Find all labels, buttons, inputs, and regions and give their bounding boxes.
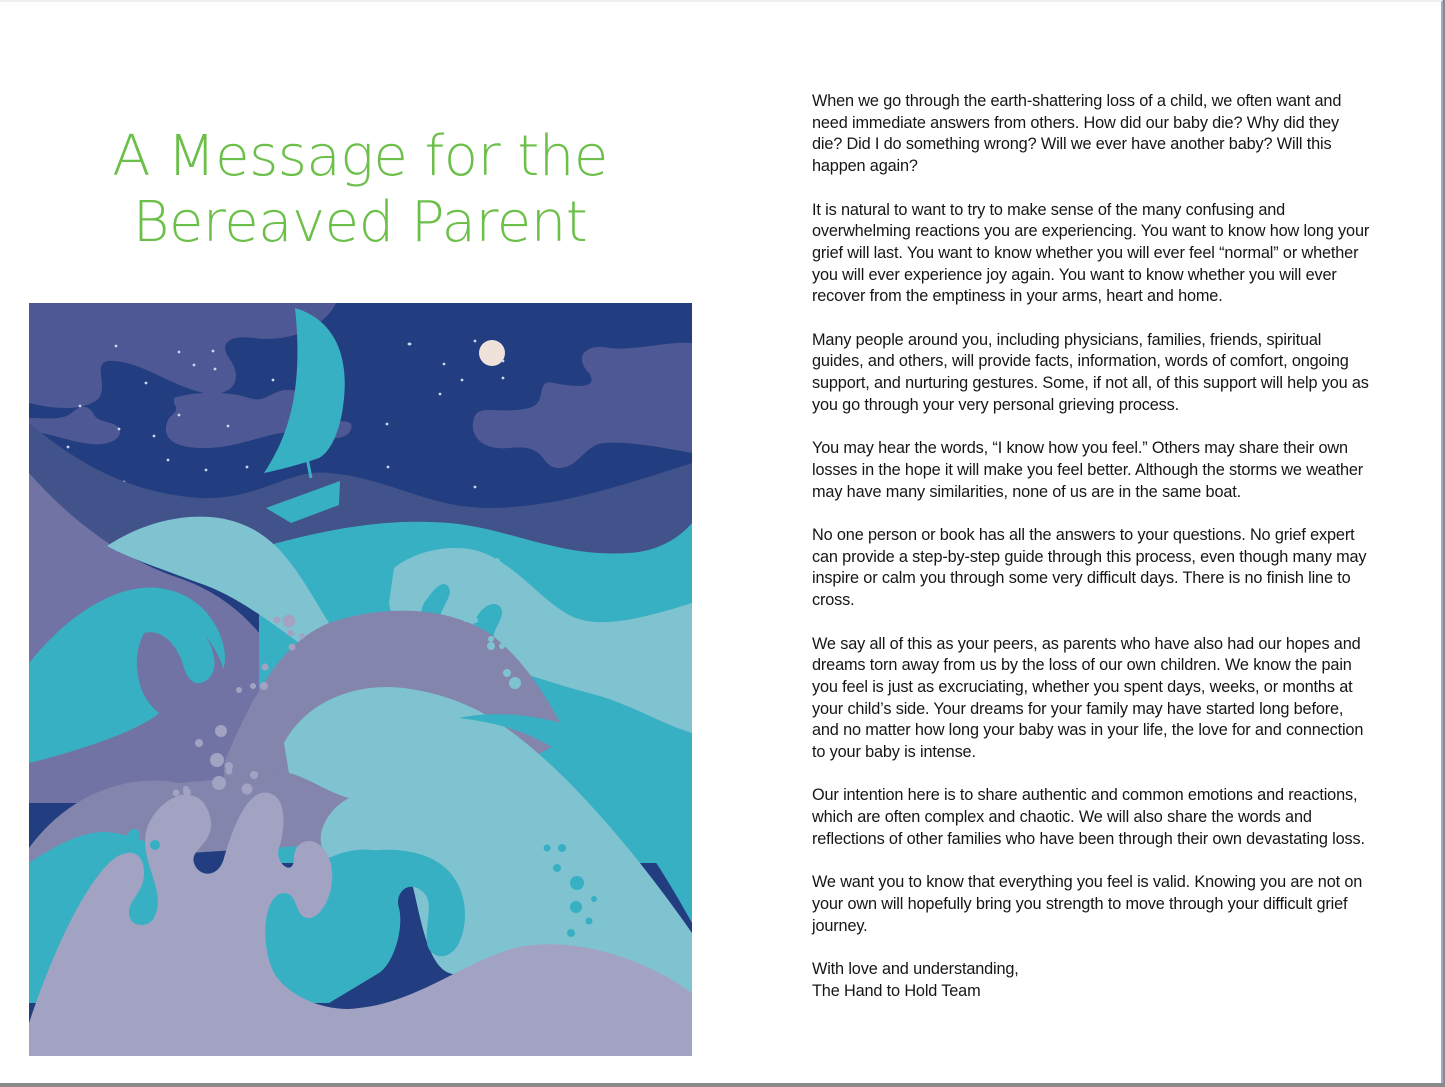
paragraph-2: It is natural to want to try to make sense of the many confusing and overwhelming reactions you are experiencing. You want to know how long your grief will last. You want to know whether you will ever feel “normal” or whether you will ever experience joy again. You want to know whether you will ever recover from the emptiness in your arms, heart and home. xyxy=(812,200,1370,306)
signature-name: The Hand to Hold Team xyxy=(812,981,981,1000)
message-body xyxy=(812,91,1372,1024)
signature xyxy=(812,959,1372,1002)
paragraph-1: When we go through the earth-shattering loss of a child, we often want and need immediate answers from others. How did our baby die? Why did they die? Did I do something wrong? Will we ever have another baby? Will this happen again? xyxy=(812,92,1342,176)
seascape-illustration xyxy=(29,303,692,1056)
page-title xyxy=(100,124,620,256)
paragraph-4: You may hear the words, “I know how you feel.” Others may share their own losses in the hope it will make you feel better. Although the storms we weather may have many similarities, none of us are in the same boat. xyxy=(812,439,1364,501)
paragraph-6: We say all of this as your peers, as parents who have also had our hopes and dreams torn away from us by the loss of our own children. We know the pain you feel is just as excruciating, whether you spent days, weeks, or months at your child’s side. Your dreams for your family may have started long before, and no matter how long your baby was in your life, the love for and connection to your baby is intense. xyxy=(812,634,1364,762)
paragraph-8: We want you to know that everything you feel is valid. Knowing you are not on your own will hopefully bring you strength to move through your difficult grief journey. xyxy=(812,873,1363,935)
signature-closing: With love and understanding, xyxy=(812,960,1019,978)
paragraph-3: Many people around you, including physicians, families, friends, spiritual guides, and others, will provide facts, information, words of comfort, ongoing support, and nurturing gestures. Some, if not all, of this support will help you as you go through your very personal grieving process. xyxy=(812,330,1369,414)
paragraph-7: Our intention here is to share authentic and common emotions and reactions, which are often complex and chaotic. We will also share the words and reflections of other families who have been through their own devastating loss. xyxy=(812,786,1365,848)
moon xyxy=(479,340,505,366)
title-line-2: Bereaved Parent xyxy=(132,189,588,255)
title-line-1: A Message for the xyxy=(112,123,608,189)
paragraph-5: No one person or book has all the answers to your questions. No grief expert can provide a step-by-step guide through this process, even though many may inspire or calm you through some very difficult days. There is no finish line to cross. xyxy=(812,526,1367,610)
